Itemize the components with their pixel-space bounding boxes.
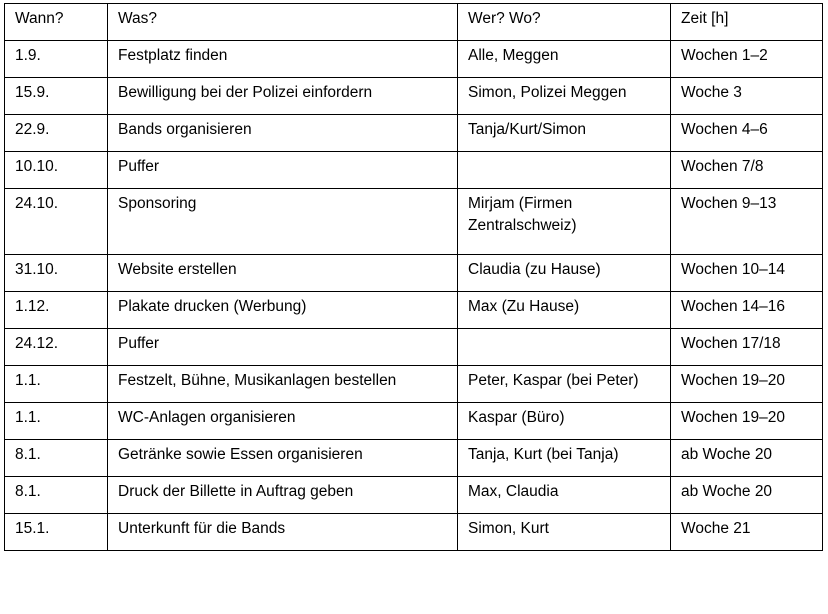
- cell-when: 1.1.: [5, 366, 108, 403]
- header-when: Wann?: [5, 4, 108, 41]
- header-row: [5, 4, 823, 41]
- cell-what: Druck der Billette in Auftrag geben: [108, 477, 458, 514]
- cell-time: Woche 21: [671, 514, 823, 551]
- cell-who: Peter, Kaspar (bei Peter): [458, 366, 671, 403]
- cell-what: Bands organisieren: [108, 115, 458, 152]
- cell-when: 31.10.: [5, 255, 108, 292]
- table-row: [5, 440, 823, 477]
- table-row: [5, 189, 823, 255]
- cell-when: 1.12.: [5, 292, 108, 329]
- cell-time: Wochen 9–13: [671, 189, 823, 255]
- cell-who: [458, 329, 671, 366]
- header-who: Wer? Wo?: [458, 4, 671, 41]
- table-row: [5, 115, 823, 152]
- header-what: Was?: [108, 4, 458, 41]
- cell-time: Wochen 10–14: [671, 255, 823, 292]
- cell-time: Wochen 14–16: [671, 292, 823, 329]
- cell-who: Simon, Polizei Meggen: [458, 78, 671, 115]
- cell-what: Festplatz finden: [108, 41, 458, 78]
- cell-what: Festzelt, Bühne, Musikanlagen bestellen: [108, 366, 458, 403]
- cell-time: Wochen 19–20: [671, 403, 823, 440]
- cell-time: ab Woche 20: [671, 477, 823, 514]
- cell-what: Sponsoring: [108, 189, 458, 255]
- table-row: [5, 477, 823, 514]
- cell-what: Unterkunft für die Bands: [108, 514, 458, 551]
- cell-time: Wochen 19–20: [671, 366, 823, 403]
- table-row: [5, 152, 823, 189]
- cell-who: Simon, Kurt: [458, 514, 671, 551]
- cell-when: 22.9.: [5, 115, 108, 152]
- cell-when: 24.12.: [5, 329, 108, 366]
- cell-who: Max (Zu Hause): [458, 292, 671, 329]
- table-row: [5, 292, 823, 329]
- table-row: [5, 366, 823, 403]
- cell-time: Woche 3: [671, 78, 823, 115]
- cell-when: 10.10.: [5, 152, 108, 189]
- cell-when: 1.1.: [5, 403, 108, 440]
- table-row: [5, 329, 823, 366]
- cell-who: Claudia (zu Hause): [458, 255, 671, 292]
- cell-what: WC-Anlagen organisieren: [108, 403, 458, 440]
- table-row: [5, 78, 823, 115]
- cell-what: Getränke sowie Essen organisieren: [108, 440, 458, 477]
- cell-who: Tanja, Kurt (bei Tanja): [458, 440, 671, 477]
- table-row: [5, 403, 823, 440]
- cell-when: 15.1.: [5, 514, 108, 551]
- cell-when: 1.9.: [5, 41, 108, 78]
- cell-what: Website erstellen: [108, 255, 458, 292]
- schedule-table: [4, 3, 823, 551]
- cell-when: 24.10.: [5, 189, 108, 255]
- cell-who: Tanja/Kurt/Simon: [458, 115, 671, 152]
- cell-time: Wochen 1–2: [671, 41, 823, 78]
- cell-who: [458, 152, 671, 189]
- table-row: [5, 41, 823, 78]
- cell-what: Plakate drucken (Werbung): [108, 292, 458, 329]
- cell-what: Bewilligung bei der Polizei einfordern: [108, 78, 458, 115]
- cell-when: 8.1.: [5, 477, 108, 514]
- cell-time: Wochen 17/18: [671, 329, 823, 366]
- cell-when: 15.9.: [5, 78, 108, 115]
- table-row: [5, 255, 823, 292]
- cell-who: Kaspar (Büro): [458, 403, 671, 440]
- header-time: Zeit [h]: [671, 4, 823, 41]
- cell-who: Max, Claudia: [458, 477, 671, 514]
- cell-what: Puffer: [108, 152, 458, 189]
- cell-time: Wochen 4–6: [671, 115, 823, 152]
- cell-when: 8.1.: [5, 440, 108, 477]
- cell-time: Wochen 7/8: [671, 152, 823, 189]
- cell-who: Mirjam (Firmen Zentralschweiz): [458, 189, 671, 255]
- cell-who: Alle, Meggen: [458, 41, 671, 78]
- cell-time: ab Woche 20: [671, 440, 823, 477]
- table-row: [5, 514, 823, 551]
- cell-what: Puffer: [108, 329, 458, 366]
